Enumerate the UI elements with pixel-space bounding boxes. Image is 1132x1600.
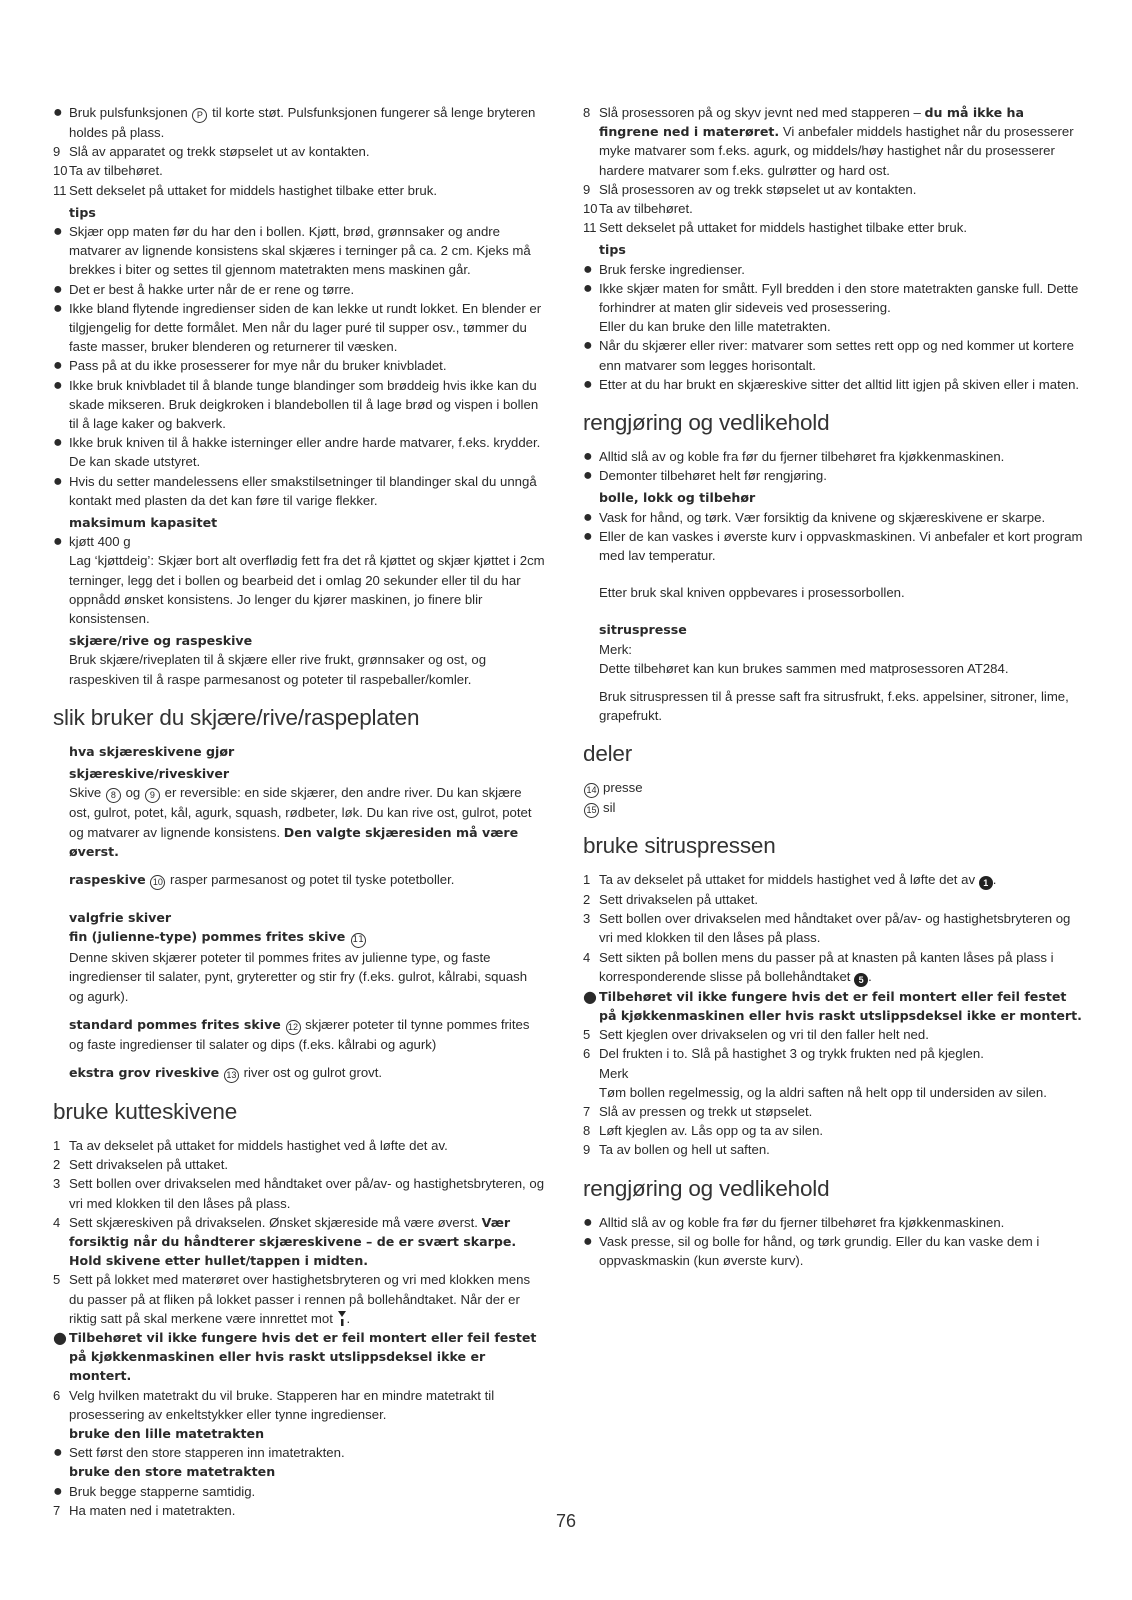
step-4: 4 Sett sikten på bollen mens du passer på at knasten på kanten låses på plass i korresponderende slisse på bollehåndtaket 5 .	[583, 949, 1054, 985]
bold-text: Den valgte skjæresiden må være øverst.	[69, 824, 519, 859]
step-10	[53, 161, 545, 180]
step-8	[583, 103, 1083, 180]
bullet: ●	[583, 986, 597, 1006]
text: Merk	[599, 1065, 629, 1081]
fin-text: Denne skiven skjærer poteter til pommes frites av julienne type, og faste ingredienser til salater, pynt, gryteretter og stir fry (f.eks. gulrot, kålrabi, squash og agurk).	[69, 950, 528, 1004]
step-number: 8	[583, 105, 591, 120]
text: Bruk pulsfunksjonen	[69, 105, 188, 120]
step-number: 1	[53, 1137, 61, 1153]
list-item	[583, 508, 1083, 527]
text: Når du skjærer eller river: matvarer som settes rett opp og ned kommer ut kortere enn matvarer som legges horisontalt.	[599, 338, 1074, 373]
text: Slå av pressen og trekk ut støpselet.	[599, 1103, 813, 1119]
bullet: ●	[583, 1232, 593, 1250]
step-3	[53, 1174, 545, 1212]
bullet: ●	[53, 472, 63, 490]
step-7	[583, 1102, 1083, 1121]
text: sil	[603, 799, 616, 815]
step-1	[53, 1136, 545, 1155]
text: Bruk begge stapperne samtidig.	[69, 1483, 256, 1499]
tip-item	[53, 376, 545, 434]
subheading: valgfrie skiver	[69, 909, 172, 925]
step-5: 5 Sett på lokket med materøret over hastighetsbryteren og vri med klokken mens du passer på at fliken på lokket passer i rennen på bollehåndtaket. Når der er riktig satt på skal merkene være innrettet mot .	[53, 1272, 531, 1326]
step-number: 2	[53, 1157, 61, 1173]
slice-grate-heading: skjære/rive og raspeskive	[69, 633, 253, 649]
step-number: 10	[53, 163, 68, 179]
bullet: ●	[53, 104, 63, 121]
section-heading: rengjøring og vedlikehold	[583, 410, 830, 436]
text: skjærer poteter til tynne pommes frites og faste ingredienser til salater og dips (f.eks. kålrabi og agurk)	[69, 1016, 530, 1052]
step-number: 7	[53, 1502, 61, 1518]
part-item	[583, 798, 1083, 817]
text: Sett dekselet på uttaket for middels hastighet tilbake etter bruk.	[599, 220, 967, 236]
list-item	[583, 1232, 1083, 1270]
text: er reversible: en side skjærer, den andre river. Du kan skjære ost, gulrot, potet, kål, agurk, squash, rødbeter, løk. Du kan rive ost, gulrot, potet og matvarer av lignende konsistens.	[69, 785, 532, 840]
bullet: ●	[53, 299, 63, 317]
text: Ikke bland flytende ingredienser siden de kan lekke ut rundt lokket. En blender er tilgjengelig for dette formålet. Men når du lager puré til supper osv., tømmer du faste masser, bruker blenderen og returnerer til væsken.	[69, 300, 542, 355]
text: Slå prosessoren av og trekk støpselet ut av kontakten.	[599, 181, 917, 197]
bullet: ●	[53, 533, 63, 551]
text: Sett skjæreskiven på drivakselen. Ønsket skjæreside må være øverst.	[69, 1214, 478, 1230]
figure-reference-icon: 1	[979, 876, 993, 890]
pulse-symbol-icon: P	[192, 108, 207, 123]
text: Demonter tilbehøret helt før rengjøring.	[599, 468, 827, 484]
subheading: bolle, lokk og tilbehør	[599, 490, 756, 506]
text: Sett bollen over drivakselen med håndtaket over på/av- og hastighetsbryteren og vri med klokken til den låses på plass.	[599, 911, 1071, 946]
page-number: 76	[555, 1511, 577, 1531]
text: Ikke skjær maten for smått. Fyll bredden i den store matetrakten ganske full. Dette forhindrer at maten glir sideveis ved prosessering.	[599, 280, 1079, 316]
bullet: ●	[583, 279, 593, 297]
step-number: 11	[53, 182, 67, 198]
step-number: 9	[583, 181, 591, 197]
standard-text	[53, 1015, 545, 1054]
text: Sett på lokket med materøret over hastighetsbryteren og vri med klokken mens du passer på at fliken på lokket passer i rennen på bollehåndtaket. Når der er riktig satt på skal merkene være innrettet mot	[69, 1272, 531, 1326]
max-capacity-heading: maksimum kapasitet	[69, 515, 218, 531]
step-number: 1	[583, 871, 591, 887]
text: Vi anbefaler middels hastighet når du prosesserer myke matvarer som f.eks. agurk, og middels/høy hastighet når du prosesserer hardere matvarer som f.eks. gulrøtter og hard ost.	[599, 124, 1074, 178]
bullet: ●	[583, 448, 593, 466]
text: Del frukten i to. Slå på hastighet 3 og trykk frukten ned på kjeglen.	[599, 1046, 984, 1062]
step-2	[53, 1155, 545, 1174]
text: Skive	[69, 785, 102, 801]
text: Sett sikten på bollen mens du passer på at knasten på kanten låses på plass i korresponderende slisse på bollehåndtaket	[599, 949, 1054, 984]
text: Sett drivakselen på uttaket.	[69, 1157, 229, 1173]
step-number: 5	[583, 1027, 591, 1043]
step-number: 5	[53, 1272, 61, 1288]
tip-item	[53, 222, 545, 280]
bullet: ●	[583, 508, 593, 526]
tip-item	[53, 299, 545, 357]
tip-item	[53, 280, 545, 299]
part-number: 8	[106, 788, 121, 803]
text: river ost og gulrot grovt.	[243, 1064, 383, 1080]
step-number: 7	[583, 1103, 591, 1119]
part-number: 9	[145, 788, 160, 803]
step-number: 2	[583, 891, 591, 907]
slice-grate-text: Bruk skjære/riveplaten til å skjære eller rive frukt, grønnsaker og ost, og raspeskiven til å raspe parmesanost og poteter til raspeballer/komler.	[69, 652, 487, 687]
bold-text: ekstra grov riveskive	[69, 1064, 220, 1080]
text: Slå prosessoren på og skyv jevnt ned med stapperen –	[599, 105, 921, 120]
section-heading: rengjøring og vedlikehold	[583, 1175, 830, 1201]
text: og	[125, 785, 141, 801]
list-item	[583, 1213, 1083, 1232]
subheading: skjæreskive/riveskiver	[69, 766, 230, 782]
section-heading: slik bruker du skjære/rive/raspeplaten	[53, 704, 420, 730]
subheading: sitruspresse	[599, 622, 687, 638]
text: Bruk ferske ingredienser.	[599, 261, 745, 277]
text: Ta av tilbehøret.	[69, 163, 163, 179]
text: kjøtt 400 g	[69, 534, 131, 550]
text: Ta av tilbehøret.	[599, 201, 693, 217]
text: Alltid slå av og koble fra før du fjerner tilbehøret fra kjøkkenmaskinen.	[599, 1214, 1005, 1230]
tip-item	[583, 336, 1083, 374]
extra-text	[53, 1063, 545, 1083]
section-heading: bruke sitruspressen	[583, 832, 776, 858]
text: Sett bollen over drivakselen med håndtaket over på/av- og hastighetsbryteren, og vri med klokken til den låses på plass.	[69, 1176, 545, 1211]
discs-text	[53, 783, 545, 861]
note-text: Dette tilbehøret kan kun brukes sammen med matprosessoren AT284.	[599, 660, 1009, 676]
text: Ta av dekselet på uttaket for middels hastighet ved å løfte det av.	[69, 1137, 448, 1153]
bullet: ●	[53, 357, 63, 375]
step-11	[53, 181, 545, 200]
part-number: 14	[584, 783, 599, 798]
warning-item	[583, 987, 1083, 1025]
subheading: bruke den store matetrakten	[69, 1464, 276, 1480]
subheading: bruke den lille matetrakten	[69, 1425, 265, 1441]
step-number: 3	[53, 1176, 61, 1192]
step-number: 3	[583, 911, 591, 927]
note-text: Etter bruk skal kniven oppbevares i prosessorbollen.	[599, 585, 905, 601]
tip-item	[583, 279, 1083, 337]
fin-heading	[53, 927, 545, 948]
text: Tilbehøret vil ikke fungere hvis det er feil montert eller feil festet på kjøkkenmaskinen eller hvis raskt utslippsdeksel ikke er montert.	[69, 1329, 537, 1384]
bullet: ●	[583, 1213, 593, 1231]
text: fin (julienne-type) pommes frites skive	[69, 929, 346, 945]
tip-item	[53, 472, 545, 510]
bullet: ●	[53, 434, 63, 452]
text: Vask presse, sil og bolle for hånd, og tørk grundig. Eller du kan vaske dem i oppvaskmaskin (kun øverste kurv).	[599, 1233, 1040, 1268]
step-number: 9	[583, 1142, 591, 1158]
text: Tøm bollen regelmessig, og la aldri saften nå helt opp til undersiden av silen.	[599, 1084, 1047, 1100]
step-8	[583, 1121, 1083, 1140]
text: Ha maten ned i matetrakten.	[69, 1502, 236, 1518]
part-number: 10	[150, 875, 165, 890]
right-column	[583, 103, 1083, 1270]
step-11	[583, 218, 1083, 237]
text: rasper parmesanost og potet til tyske potetboller.	[170, 871, 455, 887]
bullet: ●	[53, 1444, 63, 1462]
text: til korte støt. Pulsfunksjonen fungerer så lenge bryteren holdes på plass.	[69, 105, 536, 140]
capacity-item	[53, 532, 545, 551]
step-number: 6	[53, 1387, 61, 1403]
step-5	[583, 1025, 1083, 1044]
step-1: 1 Ta av dekselet på uttaket for middels hastighet ved å løfte det av 1 .	[583, 871, 997, 888]
section-heading: bruke kutteskivene	[53, 1098, 238, 1124]
text: Ta av bollen og hell ut saften.	[599, 1142, 770, 1158]
list-item	[583, 447, 1083, 466]
step-number: 8	[583, 1123, 591, 1139]
bold-text: raspeskive	[69, 871, 146, 887]
list-item	[53, 103, 545, 142]
part-item	[583, 778, 1083, 797]
part-number: 15	[584, 803, 599, 818]
text: Sett først den store stapperen inn imatetrakten.	[69, 1445, 345, 1461]
tip-item	[53, 356, 545, 375]
step-number: 9	[53, 144, 61, 160]
citrus-text: Bruk sitruspressen til å presse saft fra sitrusfrukt, f.eks. appelsiner, sitroner, lime, grapefrukt.	[599, 689, 1069, 724]
text: Velg hvilken matetrakt du vil bruke. Stapperen har en mindre matetrakt til prosessering av enkeltstykker eller tynne ingredienser.	[69, 1387, 495, 1422]
text: Sett drivakselen på uttaket.	[599, 891, 759, 907]
step-3	[583, 909, 1083, 947]
text: Tilbehøret vil ikke fungere hvis det er feil montert eller feil festet på kjøkkenmaskinen eller hvis raskt utslippsdeksel ikke er montert.	[599, 988, 1082, 1023]
capacity-text: Lag ‘kjøttdeig’: Skjær bort alt overflødig fett fra det rå kjøttet og skjær kjøttet i 2cm terninger, legg det i bollen og bearbeid det i omlag 20 sekunder eller til du har oppnådd ønsket konsistens. Jo lenger du kjører maskinen, jo finere blir konsistensen.	[69, 553, 545, 627]
tip-item	[583, 260, 1083, 279]
part-number: 11	[351, 933, 366, 948]
text: Eller du kan bruke den lille matetrakten.	[599, 319, 831, 335]
bullet: ●	[53, 280, 63, 298]
figure-reference-icon: 5	[854, 973, 868, 987]
bullet: ●	[583, 260, 593, 278]
text: Pass på at du ikke prosesserer for mye når du bruker knivbladet.	[69, 358, 447, 374]
step-number: 4	[583, 949, 591, 965]
step-2	[583, 890, 1083, 909]
tips-heading: tips	[599, 242, 626, 258]
bullet: ●	[53, 1482, 63, 1500]
text: Vask for hånd, og tørk. Vær forsiktig da knivene og skjæreskivene er skarpe.	[599, 509, 1046, 525]
subheading: hva skjæreskivene gjør	[69, 743, 235, 759]
list-item	[583, 527, 1083, 565]
step-9	[583, 1140, 1083, 1159]
text: Alltid slå av og koble fra før du fjerner tilbehøret fra kjøkkenmaskinen.	[599, 449, 1005, 465]
bullet: ●	[53, 376, 63, 394]
step-number: 10	[583, 201, 598, 217]
rasp-text	[53, 870, 545, 890]
step-10	[583, 199, 1083, 218]
step-4	[53, 1213, 545, 1271]
step-6	[583, 1044, 1083, 1102]
part-number: 13	[224, 1068, 239, 1083]
text: Hvis du setter mandelessens eller smakstilsetninger til blandinger skal du unngå kontakt med plasten da det kan føre til varige flekker.	[69, 473, 537, 508]
bullet: ●	[583, 375, 593, 393]
step-9	[583, 180, 1083, 199]
tip-item	[53, 433, 545, 471]
bold-text: Vær forsiktig når du håndterer skjæreskivene – de er svært skarpe. Hold skivene etter hullet/tappen i midten.	[69, 1214, 517, 1269]
text: Skjær opp maten før du har den i bollen. Kjøtt, brød, grønnsaker og andre matvarer av lignende konsistens skal skjæres i terninger på ca. 2 cm. Kjeks må brekkes i biter og settes til gjennom matetrakten mens maskinen går.	[69, 224, 531, 278]
text: Eller de kan vaskes i øverste kurv i oppvaskmaskinen. Vi anbefaler et kort program med lav temperatur.	[599, 528, 1083, 564]
bullet: ●	[53, 223, 63, 241]
part-number: 12	[286, 1020, 301, 1035]
text: Ikke bruk knivbladet til å blande tunge blandinger som brøddeig hvis ikke kan du skade mikseren. Bruk deigkroken i blandebollen til å lage brød og vispen i bollen til å lage kaker og bakverk.	[69, 377, 539, 432]
step-number: 4	[53, 1214, 61, 1230]
text: Slå av apparatet og trekk støpselet ut av kontakten.	[69, 144, 370, 160]
text: Det er best å hakke urter når de er rene og tørre.	[69, 281, 355, 297]
warning-item	[53, 1328, 545, 1386]
note-label: Merk:	[599, 641, 632, 657]
list-item	[53, 1443, 545, 1462]
bullet: ●	[583, 337, 593, 355]
step-6	[53, 1386, 545, 1424]
text: Sett dekselet på uttaket for middels hastighet tilbake etter bruk.	[69, 182, 437, 198]
left-column	[53, 103, 545, 1520]
step-number: 6	[583, 1046, 591, 1062]
section-heading: deler	[583, 741, 633, 767]
tips-heading: tips	[69, 204, 96, 220]
text: Løft kjeglen av. Lås opp og ta av silen.	[599, 1123, 824, 1139]
list-item	[53, 1482, 545, 1501]
text: Etter at du har brukt en skjæreskive sitter det alltid litt igjen på skiven eller i maten.	[599, 376, 1080, 392]
step-number: 11	[583, 220, 597, 236]
text: Ikke bruk kniven til å hakke isterninger eller andre harde matvarer, f.eks. krydder. De kan skade utstyret.	[69, 435, 541, 470]
list-item	[583, 466, 1083, 485]
step-9	[53, 142, 545, 161]
text: Ta av dekselet på uttaket for middels hastighet ved å løfte det av	[599, 871, 976, 887]
bullet: ●	[53, 1327, 67, 1347]
text: presse	[603, 780, 643, 796]
tip-item	[583, 375, 1083, 394]
text: Sett kjeglen over drivakselen og vri til den faller helt ned.	[599, 1027, 929, 1043]
bullet: ●	[583, 467, 593, 485]
bullet: ●	[583, 527, 593, 545]
bold-text: standard pommes frites skive	[69, 1016, 281, 1032]
bold-text: du må ikke ha fingrene ned i materøret.	[599, 105, 1024, 140]
alignment-mark-icon	[337, 1310, 347, 1326]
